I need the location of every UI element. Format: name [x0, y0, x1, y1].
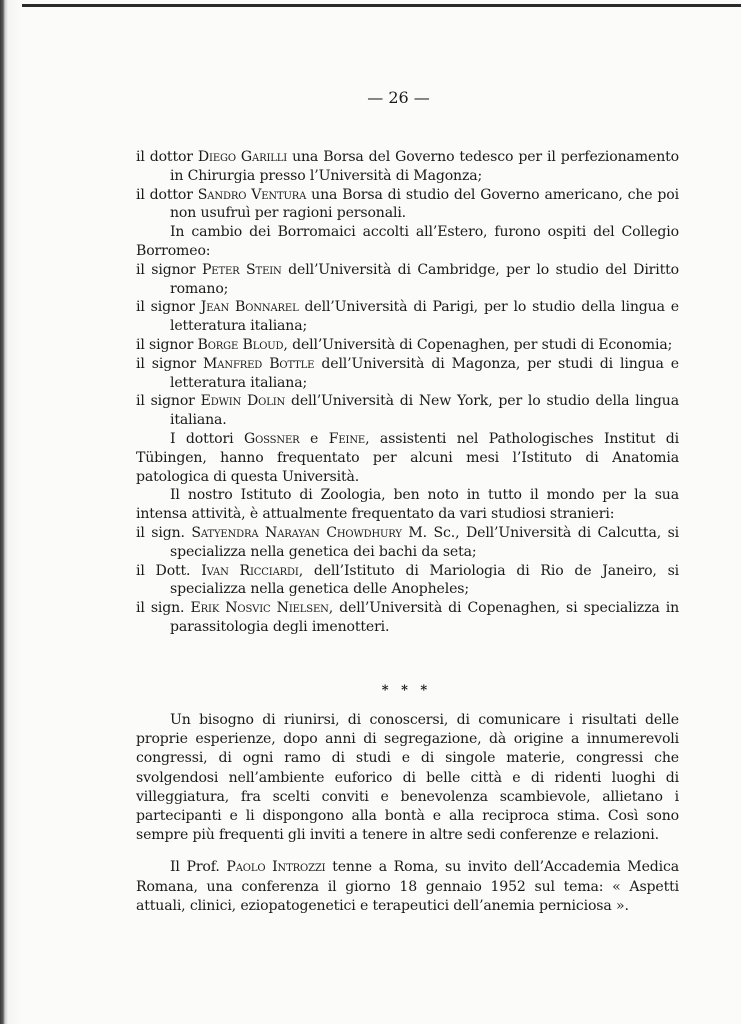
binding-edge-shadow [0, 0, 22, 1024]
conferences-paragraph: Un bisogno di riunirsi, di conoscersi, di comunicare i risultati delle proprie esperienze, dopo anni di segregazione, dà origine a innumerevoli congressi, di ogni ramo di studi e di singole materie, congressi che svolgendosi nell’ambiente euforico di belle città e di ridenti luoghi di villeggiatura, fra scelti conviti e benevolenza scambievole, allietano i partecipanti e li dispongono alla bontà e alla reciproca stima. Così sono sempre più frequenti gli inviti a tenere in altre sedi conferenze e relazioni. [136, 712, 679, 844]
paragraph-gap [136, 845, 679, 858]
list-item: il sign. Erik Nosvic Nielsen, dell’Università di Copenaghen, si specializza in parassitologia degli imenotteri. [136, 600, 679, 635]
person-name: Borge Bloud [197, 336, 284, 353]
zoology-intro: Il nostro Istituto di Zoologia, ben noto in tutto il mondo per la sua intensa attività, è attualmente frequentato da vari studiosi stranieri: [136, 487, 679, 523]
list-item: il signor Edwin Dolin dell’Università di New York, per lo studio della lingua italiana. [136, 393, 679, 429]
person-name: Feine [328, 430, 366, 447]
section-divider: * * * [381, 683, 432, 698]
person-name: Jean Bonnarel [200, 299, 299, 316]
person-name: Peter Stein [201, 261, 282, 278]
tubingen-paragraph: I dottori Gossner e Feine, assistenti nel Pathologisches Institut di Tübingen, hanno frequentato per alcuni mesi l’Istituto di Anatomia patologica di questa Università. [136, 430, 679, 485]
list-item: il sign. Satyendra Narayan Chowdhury M. Sc., Dell’Università di Calcutta, si specializza nella genetica dei bachi da seta; [136, 524, 680, 560]
list-item: il signor Borge Bloud, dell’Università di Copenaghen, per studi di Economia; [136, 336, 673, 353]
scholarships-section [136, 148, 679, 637]
list-item: il signor Jean Bonnarel dell’Università di Parigi, per lo studio della lingua e letteratura italiana; [136, 299, 679, 335]
list-item: il signor Peter Stein dell’Università di Cambridge, per lo studio del Diritto romano; [136, 261, 679, 297]
list-item: il signor Manfred Bottle dell’Università di Magonza, per studi di lingua e letteratura italiana; [136, 355, 679, 391]
page-number: — 26 — [367, 88, 430, 107]
top-edge-rule [8, 4, 741, 7]
person-name: Diego Garilli [197, 149, 288, 165]
list-item: il dottor Diego Garilli una Borsa del Governo tedesco per il perfezionamento in Chirurgia presso l’Università di Magonza; [136, 149, 679, 184]
person-name: Paolo Introzzi [226, 859, 326, 876]
conferences-section [136, 711, 679, 916]
list-item: il dottor Sandro Ventura una Borsa di studio del Governo americano, che poi non usufruì per ragioni personali. [136, 186, 679, 222]
person-name: Manfred Bottle [203, 355, 315, 372]
person-name: Ivan Ricciardi [201, 562, 299, 579]
person-name: Edwin Dolin [200, 393, 286, 410]
introzzi-paragraph: Il Prof. Paolo Introzzi tenne a Roma, su invito dell’Accademia Medica Romana, una conferenza il giorno 18 gennaio 1952 sul tema: « Aspetti attuali, clinici, eziopatogenetici e terapeutici dell’anemia perniciosa ». [136, 859, 679, 914]
person-name: Gossner [243, 430, 300, 447]
exchange-intro: In cambio dei Borromaici accolti all’Estero, furono ospiti del Collegio Borromeo: [136, 224, 679, 259]
list-item: il Dott. Ivan Ricciardi, dell’Istituto di Mariologia di Rio de Janeiro, si specializza nella genetica delle Anopheles; [136, 562, 680, 598]
person-name: Erik Nosvic Nielsen [190, 600, 329, 617]
person-name: Satyendra Narayan Chowdhury [191, 524, 402, 541]
person-name: Sandro Ventura [197, 186, 307, 203]
